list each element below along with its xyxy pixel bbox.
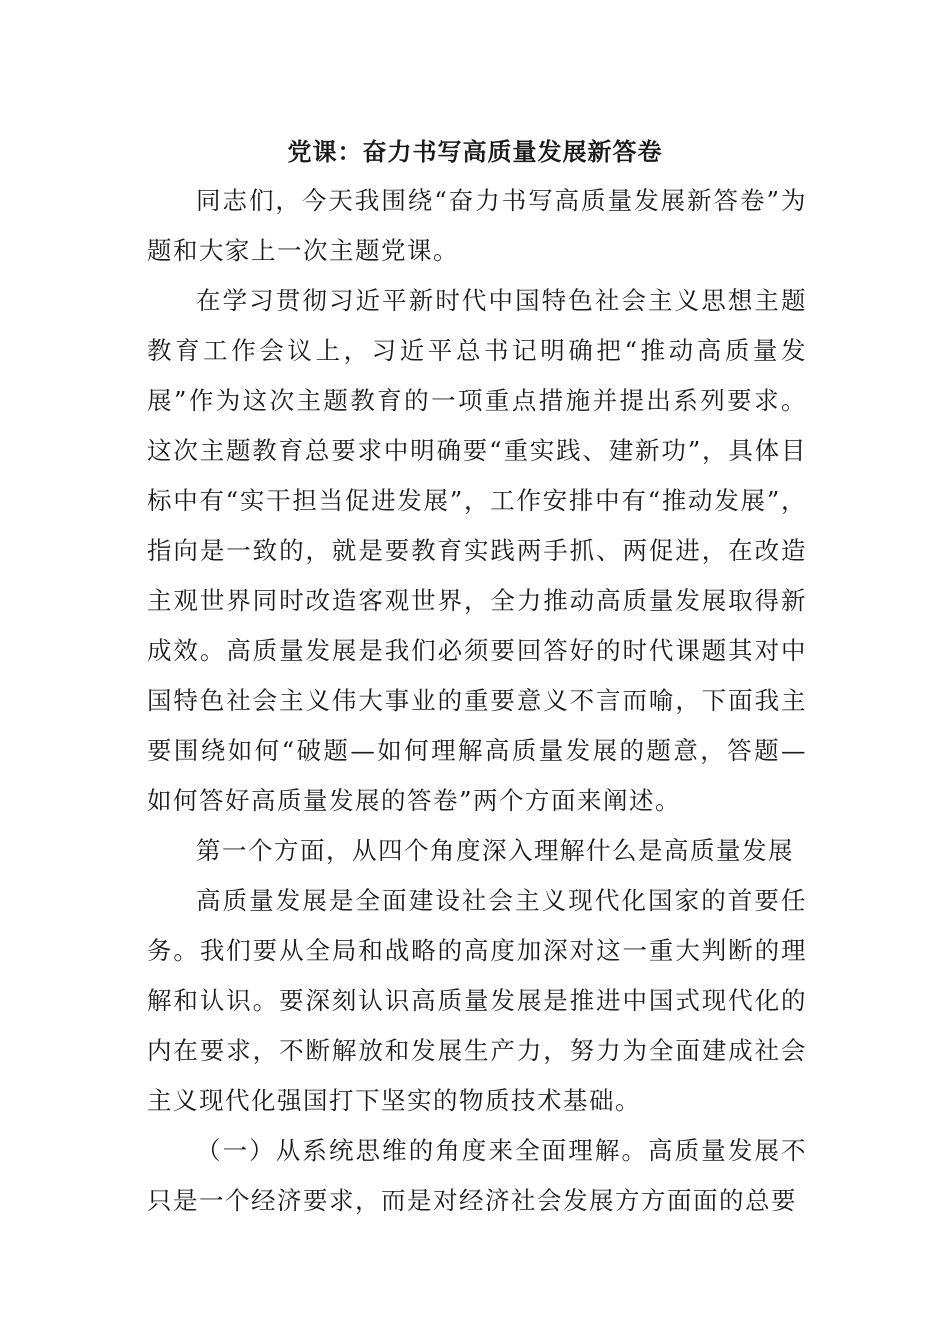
- document-body: [147, 176, 807, 1226]
- paragraph-greeting: 同志们，今天我围绕“奋力书写高质量发展新答卷”为题和大家上一次主题党课。: [147, 186, 807, 265]
- paragraph-first-task: 高质量发展是全面建设社会主义现代化国家的首要任务。我们要从全局和战略的高度加深对这一重大判断的理解和认识。要深刻认识高质量发展是推进中国式现代化的内在要求，不断解放和发展生产力，努力为全面建成社会主义现代化强国打下坚实的物质技术基础。: [147, 886, 807, 1115]
- document-title: 党课：奋力书写高质量发展新答卷: [287, 138, 663, 166]
- paragraph-introduction: 在学习贯彻习近平新时代中国特色社会主义思想主题教育工作会议上，习近平总书记明确把“推动高质量发展”作为这次主题教育的一项重点措施并提出系列要求。这次主题教育总要求中明确要“重实践、建新功”，具体目标中有“实干担当促进发展”，工作安排中有“推动发展”，指向是一致的，就是要教育实践两手抓、两促进，在改造主观世界同时改造客观世界，全力推动高质量发展取得新成效。高质量发展是我们必须要回答好的时代课题其对中国特色社会主义伟大事业的重要意义不言而喻，下面我主要围绕如何“破题—如何理解高质量发展的题意，答题—如何答好高质量发展的答卷”两个方面来阐述。: [147, 286, 807, 815]
- paragraph-systems-thinking: （一）从系统思维的角度来全面理解。高质量发展不只是一个经济要求，而是对经济社会发展方方面面的总要: [147, 1136, 807, 1215]
- section-heading-first-aspect: 第一个方面，从四个角度深入理解什么是高质量发展: [196, 836, 794, 865]
